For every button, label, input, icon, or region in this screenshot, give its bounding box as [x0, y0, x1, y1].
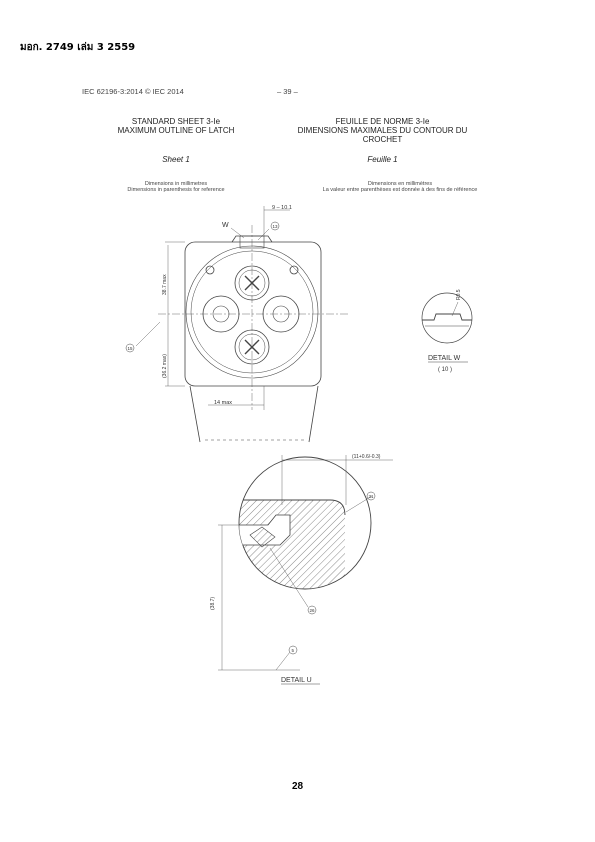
dims-fr-line2: La valeur entre parenthèses est donnée à des fins de référence [322, 187, 478, 193]
sheet-fr: Feuille 1 [367, 155, 398, 164]
dims-en-line2: Dimensions in parenthesis for reference [127, 187, 225, 193]
iec-reference: IEC 62196-3:2014 © IEC 2014 [82, 87, 184, 96]
detail-u-view [218, 455, 393, 670]
label-w: W [222, 222, 229, 229]
standard-number: มอก. 2749 เล่ม 3 2559 [20, 42, 136, 53]
dim-top: 9 – 10.1 [272, 205, 292, 211]
dim-r05: R0.5 [456, 289, 462, 300]
detail-u-label: DETAIL U [281, 677, 312, 684]
title-fr-line3: CROCHET [362, 135, 403, 144]
detail-w-label: DETAIL W [428, 355, 461, 362]
ref-15: 15 [127, 346, 133, 351]
title-en-line1: STANDARD SHEET 3-Ie [131, 117, 221, 126]
dim-36-2-max: (36.2 max) [162, 354, 168, 378]
dim-38-7-max: 38.7 max [162, 274, 168, 295]
detail-w-view [422, 293, 472, 343]
page-number: 28 [291, 781, 304, 792]
ref-13: 13 [272, 224, 278, 229]
dim-38-7: (38.7) [210, 596, 216, 610]
sheet-en: Sheet 1 [162, 155, 190, 164]
ref-31: 31 [368, 494, 374, 499]
title-en-line2: MAXIMUM OUTLINE OF LATCH [117, 126, 235, 135]
ref-26: 26 [309, 608, 315, 613]
dims-fr-line1: Dimensions en millimètres [367, 181, 433, 187]
ref-5: 5 [291, 648, 295, 653]
dim-14-max: 14 max [214, 400, 233, 406]
front-view [136, 206, 350, 442]
title-fr-line2: DIMENSIONS MAXIMALES DU CONTOUR DU [297, 126, 468, 135]
page-marker: – 39 – [277, 87, 298, 96]
detail-w-scale: ( 10 ) [438, 367, 453, 373]
dim-11: (11+0.6/-0.3) [352, 454, 381, 460]
title-fr-line1: FEUILLE DE NORME 3-Ie [335, 117, 430, 126]
dims-en-line1: Dimensions in millimetres [144, 181, 208, 187]
